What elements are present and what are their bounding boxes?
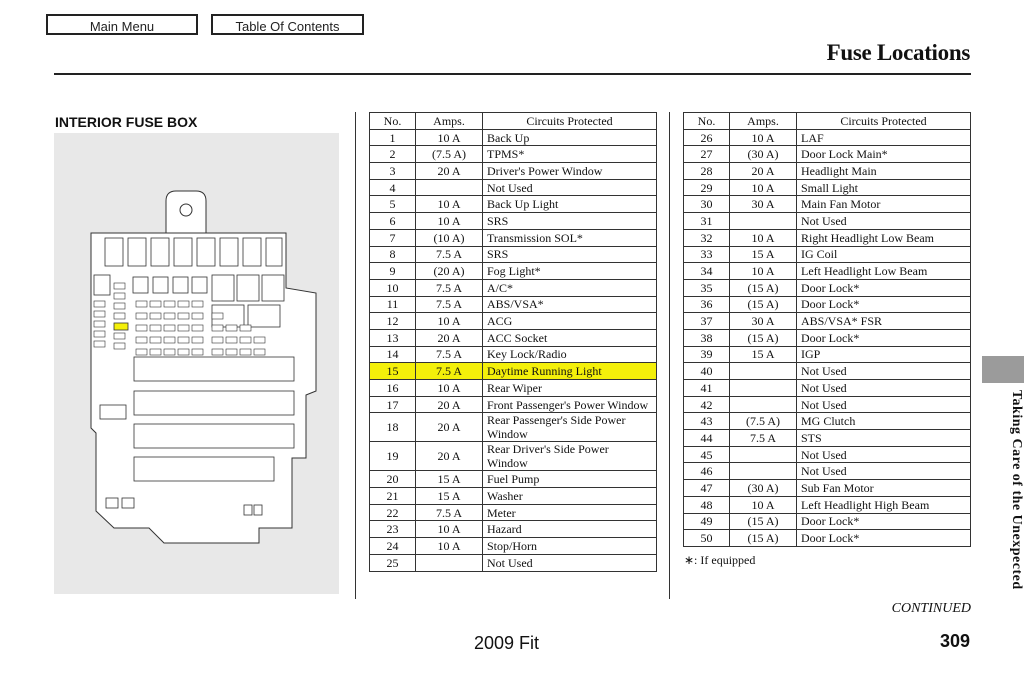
- column-header-circuits: Circuits Protected: [483, 113, 657, 130]
- fuse-circuit: SRS: [483, 246, 657, 263]
- table-row: [370, 442, 657, 471]
- fuse-circuit: TPMS*: [483, 146, 657, 163]
- fuse-circuit: Meter: [483, 504, 657, 521]
- fuse-circuit: A/C*: [483, 279, 657, 296]
- table-row: [370, 263, 657, 280]
- table-row: [684, 513, 971, 530]
- fuse-amps: 10 A: [730, 129, 797, 146]
- fuse-number: 30: [684, 196, 730, 213]
- fuse-amps: (15 A): [730, 329, 797, 346]
- table-row: [684, 313, 971, 330]
- table-row: [684, 463, 971, 480]
- fuse-amps: [416, 179, 483, 196]
- table-row: [684, 213, 971, 230]
- fuse-amps: 10 A: [416, 313, 483, 330]
- column-header-circuits: Circuits Protected: [797, 113, 971, 130]
- table-row: [370, 146, 657, 163]
- fuse-circuit: Door Lock*: [797, 530, 971, 547]
- column-header-amps: Amps.: [416, 113, 483, 130]
- fuse-amps: 20 A: [416, 413, 483, 442]
- fuse-number: 38: [684, 329, 730, 346]
- table-row: [370, 296, 657, 313]
- fuse-circuit: ACG: [483, 313, 657, 330]
- fuse-number: 29: [684, 179, 730, 196]
- table-row: [684, 263, 971, 280]
- table-row: [684, 163, 971, 180]
- fuse-circuit: ABS/VSA*: [483, 296, 657, 313]
- title-divider: [54, 73, 971, 75]
- fuse-circuit: Not Used: [797, 446, 971, 463]
- table-row: [370, 471, 657, 488]
- fuse-circuit: Not Used: [483, 179, 657, 196]
- fuse-circuit: LAF: [797, 129, 971, 146]
- column-header-no: No.: [684, 113, 730, 130]
- fuse-number: 32: [684, 229, 730, 246]
- fuse-circuit: Door Lock*: [797, 513, 971, 530]
- table-row: [370, 413, 657, 442]
- table-row: [684, 279, 971, 296]
- fuse-circuit: Not Used: [797, 380, 971, 397]
- table-row: [370, 329, 657, 346]
- table-row: [684, 329, 971, 346]
- fuse-amps: 20 A: [416, 442, 483, 471]
- table-row: [370, 504, 657, 521]
- fuse-circuit: Not Used: [483, 554, 657, 571]
- main-menu-button[interactable]: Main Menu: [46, 14, 198, 35]
- table-row: [684, 496, 971, 513]
- fuse-amps: (7.5 A): [416, 146, 483, 163]
- fuse-amps: 7.5 A: [416, 246, 483, 263]
- fuse-amps: [730, 380, 797, 397]
- fuse-number: 3: [370, 163, 416, 180]
- fuse-number: 25: [370, 554, 416, 571]
- fuse-circuit: Transmission SOL*: [483, 229, 657, 246]
- fuse-number: 33: [684, 246, 730, 263]
- fuse-number: 20: [370, 471, 416, 488]
- fuse-circuit: Door Lock*: [797, 279, 971, 296]
- fuse-amps: 7.5 A: [416, 279, 483, 296]
- fuse-number: 35: [684, 279, 730, 296]
- fuse-number: 22: [370, 504, 416, 521]
- table-row: [370, 488, 657, 505]
- table-row: [684, 413, 971, 430]
- section-heading: INTERIOR FUSE BOX: [55, 114, 198, 130]
- fuse-number: 34: [684, 263, 730, 280]
- fuse-circuit: Headlight Main: [797, 163, 971, 180]
- fuse-circuit: Rear Driver's Side Power Window: [483, 442, 657, 471]
- table-row: [370, 279, 657, 296]
- fuse-number: 40: [684, 363, 730, 380]
- fuse-number: 37: [684, 313, 730, 330]
- fuse-number: 42: [684, 396, 730, 413]
- table-row: [684, 196, 971, 213]
- fuse-number: 46: [684, 463, 730, 480]
- fuse-number: 49: [684, 513, 730, 530]
- fuse-table-right: [683, 112, 971, 547]
- fuse-amps: (30 A): [730, 480, 797, 497]
- footnote: ∗: If equipped: [684, 553, 756, 567]
- fuse-circuit: Not Used: [797, 213, 971, 230]
- table-row: [370, 246, 657, 263]
- fuse-number: 2: [370, 146, 416, 163]
- table-row: [370, 229, 657, 246]
- fuse-number: 16: [370, 380, 416, 397]
- table-row: [684, 380, 971, 397]
- fuse-circuit: Rear Passenger's Side Power Window: [483, 413, 657, 442]
- fuse-circuit: Door Lock*: [797, 296, 971, 313]
- table-of-contents-button[interactable]: Table Of Contents: [211, 14, 364, 35]
- fuse-amps: 10 A: [416, 521, 483, 538]
- fuse-amps: 10 A: [730, 179, 797, 196]
- table-row: [684, 129, 971, 146]
- fuse-number: 18: [370, 413, 416, 442]
- fuse-amps: 30 A: [730, 196, 797, 213]
- table-row: [370, 196, 657, 213]
- fuse-circuit: Daytime Running Light: [483, 363, 657, 380]
- fuse-circuit: Left Headlight Low Beam: [797, 263, 971, 280]
- fuse-amps: 15 A: [730, 346, 797, 363]
- fuse-number: 14: [370, 346, 416, 363]
- table-row: [370, 396, 657, 413]
- fuse-number: 36: [684, 296, 730, 313]
- column-divider: [355, 112, 356, 599]
- fuse-number: 19: [370, 442, 416, 471]
- fuse-amps: [730, 446, 797, 463]
- fuse-amps: 7.5 A: [730, 430, 797, 447]
- fuse-number: 43: [684, 413, 730, 430]
- table-row: [370, 129, 657, 146]
- fuse-number: 1: [370, 129, 416, 146]
- fuse-amps: 10 A: [730, 263, 797, 280]
- fuse-number: 44: [684, 430, 730, 447]
- fuse-circuit: Fog Light*: [483, 263, 657, 280]
- fuse-number: 5: [370, 196, 416, 213]
- table-row: [684, 480, 971, 497]
- fuse-amps: (20 A): [416, 263, 483, 280]
- table-row: [684, 446, 971, 463]
- fuse-number: 28: [684, 163, 730, 180]
- footer-model: 2009 Fit: [474, 633, 540, 653]
- column-divider: [669, 112, 670, 599]
- fuse-amps: 20 A: [416, 163, 483, 180]
- fuse-number: 21: [370, 488, 416, 505]
- fuse-circuit: Back Up: [483, 129, 657, 146]
- table-row: [370, 380, 657, 397]
- fuse-amps: [730, 363, 797, 380]
- fuse-number: 7: [370, 229, 416, 246]
- fuse-amps: [730, 396, 797, 413]
- fuse-circuit: Small Light: [797, 179, 971, 196]
- fuse-amps: 10 A: [416, 538, 483, 555]
- fuse-circuit: Door Lock*: [797, 329, 971, 346]
- fuse-number: 23: [370, 521, 416, 538]
- fuse-number: 11: [370, 296, 416, 313]
- fuse-amps: [730, 463, 797, 480]
- fuse-number: 13: [370, 329, 416, 346]
- fuse-circuit: Back Up Light: [483, 196, 657, 213]
- table-row: [684, 530, 971, 547]
- fuse-circuit: SRS: [483, 213, 657, 230]
- continued-label: CONTINUED: [891, 601, 971, 616]
- fuse-amps: 10 A: [416, 129, 483, 146]
- fuse-circuit: Washer: [483, 488, 657, 505]
- fuse-amps: 15 A: [730, 246, 797, 263]
- fuse-circuit: Door Lock Main*: [797, 146, 971, 163]
- table-row: [370, 346, 657, 363]
- fuse-circuit: Hazard: [483, 521, 657, 538]
- fuse-number: 50: [684, 530, 730, 547]
- fuse-number: 6: [370, 213, 416, 230]
- fuse-amps: (15 A): [730, 530, 797, 547]
- fuse-number: 26: [684, 129, 730, 146]
- chapter-tab[interactable]: [982, 356, 1024, 383]
- fuse-number: 27: [684, 146, 730, 163]
- fuse-amps: [730, 213, 797, 230]
- fuse-number: 10: [370, 279, 416, 296]
- fuse-circuit: Front Passenger's Power Window: [483, 396, 657, 413]
- fuse-circuit: ABS/VSA* FSR: [797, 313, 971, 330]
- table-row: [370, 163, 657, 180]
- fuse-amps: 20 A: [416, 329, 483, 346]
- highlighted-fuse: [114, 323, 128, 330]
- fuse-amps: 10 A: [416, 213, 483, 230]
- table-row: [684, 246, 971, 263]
- column-header-no: No.: [370, 113, 416, 130]
- fuse-number: 15: [370, 363, 416, 380]
- fuse-amps: (7.5 A): [730, 413, 797, 430]
- fuse-number: 31: [684, 213, 730, 230]
- fuse-table-left: [369, 112, 657, 572]
- fuse-amps: 30 A: [730, 313, 797, 330]
- fuse-amps: 15 A: [416, 488, 483, 505]
- table-row: [684, 363, 971, 380]
- fuse-circuit: Driver's Power Window: [483, 163, 657, 180]
- fuse-amps: 7.5 A: [416, 363, 483, 380]
- fuse-circuit: IG Coil: [797, 246, 971, 263]
- fuse-number: 8: [370, 246, 416, 263]
- table-row: [370, 363, 657, 380]
- fuse-circuit: ACC Socket: [483, 329, 657, 346]
- fuse-circuit: Rear Wiper: [483, 380, 657, 397]
- fuse-circuit: STS: [797, 430, 971, 447]
- fuse-circuit: Right Headlight Low Beam: [797, 229, 971, 246]
- fuse-amps: (15 A): [730, 513, 797, 530]
- fuse-number: 17: [370, 396, 416, 413]
- table-row: [684, 296, 971, 313]
- fuse-number: 45: [684, 446, 730, 463]
- table-row: [370, 179, 657, 196]
- fuse-circuit: Main Fan Motor: [797, 196, 971, 213]
- fuse-amps: 20 A: [730, 163, 797, 180]
- fuse-circuit: IGP: [797, 346, 971, 363]
- fuse-circuit: Not Used: [797, 463, 971, 480]
- fuse-number: 47: [684, 480, 730, 497]
- fuse-amps: 10 A: [416, 380, 483, 397]
- table-row: [684, 179, 971, 196]
- page-number: 309: [939, 631, 970, 651]
- table-row: [684, 146, 971, 163]
- column-header-amps: Amps.: [730, 113, 797, 130]
- fuse-number: 41: [684, 380, 730, 397]
- table-row: [370, 313, 657, 330]
- fuse-circuit: Not Used: [797, 396, 971, 413]
- fuse-amps: 10 A: [416, 196, 483, 213]
- fuse-box-illustration: [54, 133, 339, 594]
- fuse-amps: 7.5 A: [416, 504, 483, 521]
- fuse-amps: [416, 554, 483, 571]
- chapter-tab-label: Taking Care of the Unexpected: [1009, 390, 1024, 590]
- fuse-amps: 15 A: [416, 471, 483, 488]
- fuse-number: 12: [370, 313, 416, 330]
- fuse-box-diagram: [54, 133, 339, 594]
- fuse-amps: (10 A): [416, 229, 483, 246]
- fuse-circuit: Fuel Pump: [483, 471, 657, 488]
- fuse-amps: 20 A: [416, 396, 483, 413]
- fuse-amps: (30 A): [730, 146, 797, 163]
- table-row: [684, 229, 971, 246]
- table-row: [684, 346, 971, 363]
- fuse-number: 4: [370, 179, 416, 196]
- table-row: [370, 554, 657, 571]
- fuse-amps: (15 A): [730, 296, 797, 313]
- table-row: [684, 396, 971, 413]
- table-row: [370, 521, 657, 538]
- fuse-amps: 7.5 A: [416, 346, 483, 363]
- fuse-number: 9: [370, 263, 416, 280]
- fuse-number: 24: [370, 538, 416, 555]
- fuse-circuit: Stop/Horn: [483, 538, 657, 555]
- fuse-number: 48: [684, 496, 730, 513]
- table-row: [370, 538, 657, 555]
- fuse-amps: 10 A: [730, 496, 797, 513]
- fuse-circuit: MG Clutch: [797, 413, 971, 430]
- table-row: [370, 213, 657, 230]
- fuse-circuit: Sub Fan Motor: [797, 480, 971, 497]
- page-title: Fuse Locations: [826, 40, 970, 65]
- fuse-amps: (15 A): [730, 279, 797, 296]
- table-row: [684, 430, 971, 447]
- fuse-circuit: Left Headlight High Beam: [797, 496, 971, 513]
- fuse-number: 39: [684, 346, 730, 363]
- fuse-amps: 7.5 A: [416, 296, 483, 313]
- fuse-circuit: Key Lock/Radio: [483, 346, 657, 363]
- fuse-amps: 10 A: [730, 229, 797, 246]
- fuse-circuit: Not Used: [797, 363, 971, 380]
